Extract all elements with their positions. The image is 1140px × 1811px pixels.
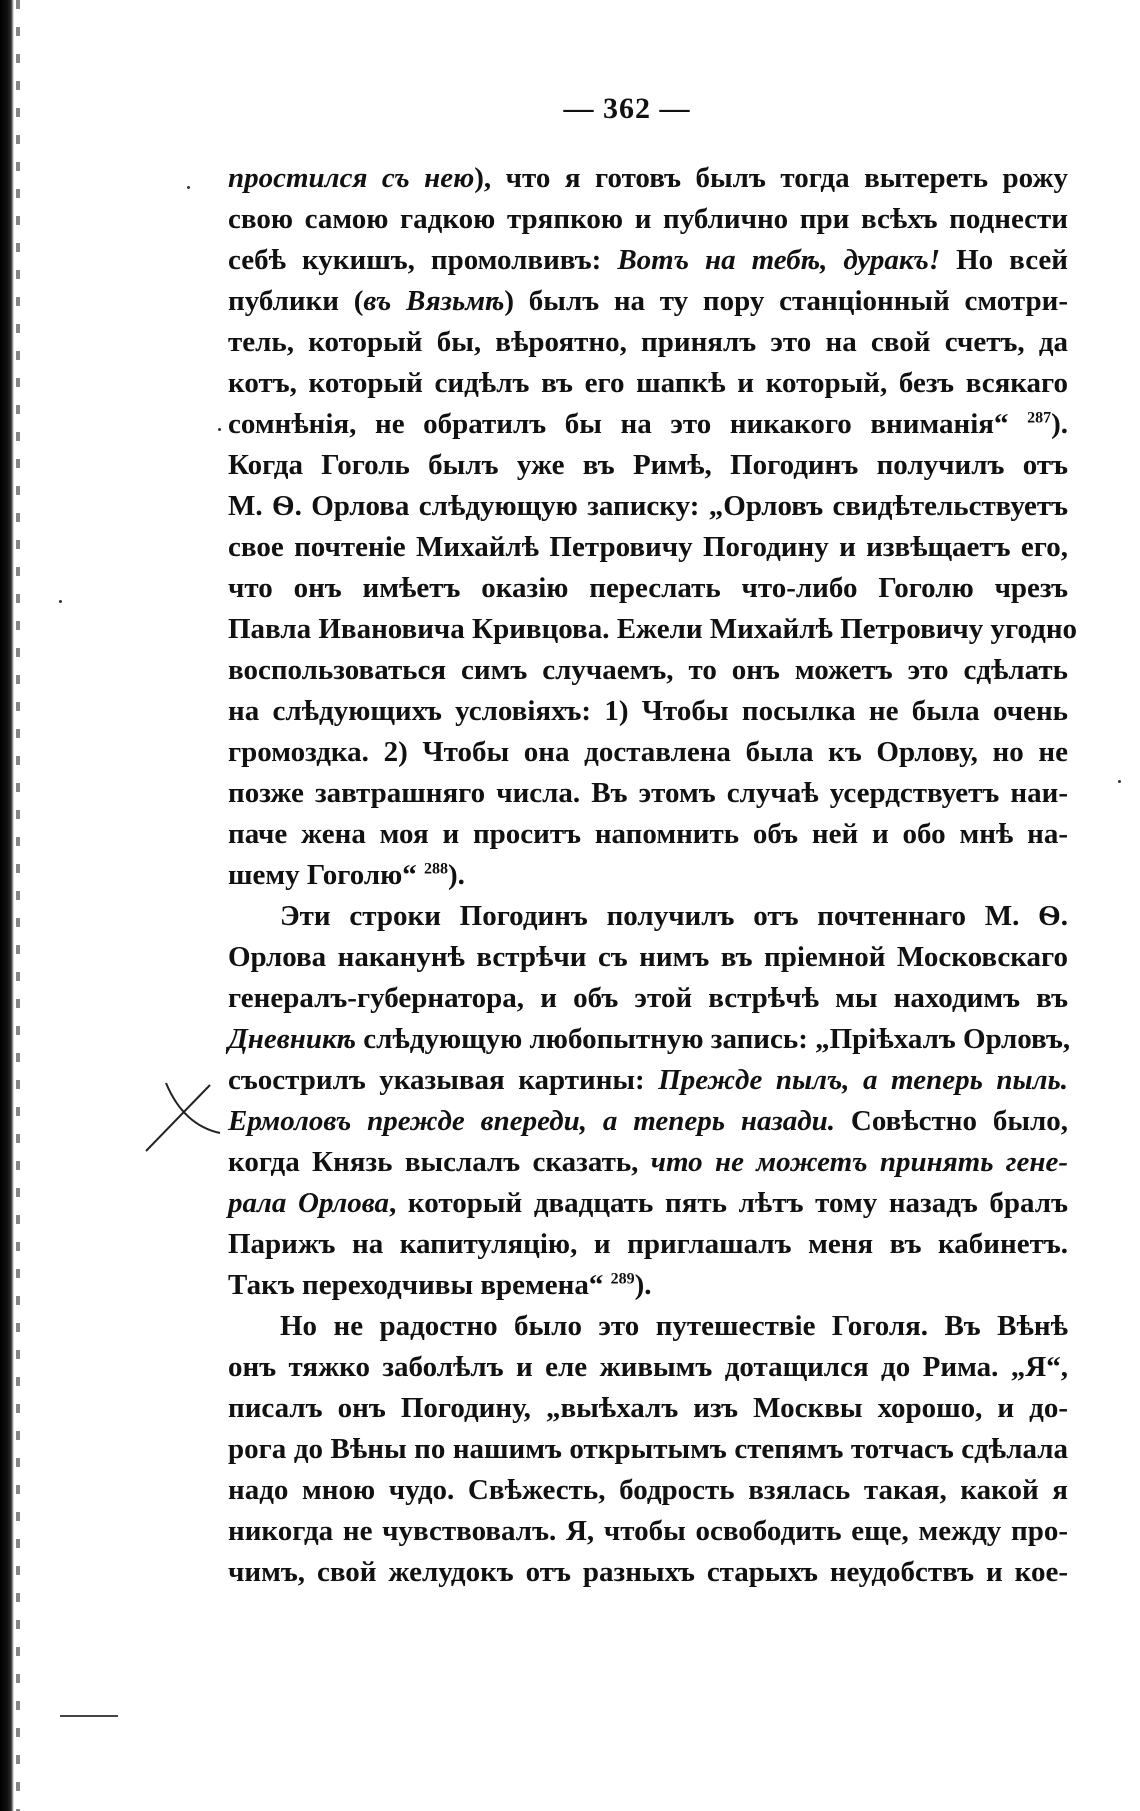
text-run: писалъ онъ Погодину, „выѣхалъ изъ Москвы хорошо, и до- xyxy=(228,1392,1068,1424)
text-run: ). xyxy=(448,859,465,891)
text-run: шему Гоголю“ xyxy=(228,859,425,891)
text-line xyxy=(228,855,1068,896)
text-run: позже завтрашняго числа. Въ этомъ случаѣ усердствуетъ наи- xyxy=(228,777,1068,809)
text-line xyxy=(228,937,1068,978)
text-line xyxy=(228,486,1068,527)
text-run: слѣдующую любопытную запись: „Пріѣхалъ Орловъ, xyxy=(356,1023,1071,1055)
text-run: Но не радостно было это путешествіе Гоголя. Въ Вѣнѣ xyxy=(280,1310,1068,1342)
text-line xyxy=(228,609,1078,650)
text-run: надо мною чудо. Свѣжесть, бодрость взялась такая, какой я xyxy=(228,1474,1068,1506)
text-line xyxy=(228,732,1068,773)
text-run: Павла Ивановича Кривцова. Ежели Михайлѣ Петровичу угодно xyxy=(228,613,1078,645)
italic-text: Вотъ на тебѣ, дуракъ! xyxy=(617,244,941,276)
margin-speck xyxy=(59,600,62,603)
text-line xyxy=(228,896,1068,937)
text-line xyxy=(228,1142,1068,1183)
text-run: ). xyxy=(634,1269,652,1301)
text-line xyxy=(228,527,1068,568)
text-run: генералъ-губернатора, и объ этой встрѣчѣ мы находимъ въ xyxy=(228,982,1068,1014)
text-line xyxy=(228,363,1068,404)
text-line xyxy=(228,814,1068,855)
text-run: сомнѣнія, не обратилъ бы на это никакого вниманія“ xyxy=(228,408,1028,440)
margin-speck xyxy=(218,428,221,431)
text-line xyxy=(228,1388,1068,1429)
page-number: — 362 — xyxy=(563,92,691,125)
text-run: свое почтеніе Михайлѣ Петровичу Погодину и извѣщаетъ его, xyxy=(228,531,1068,563)
text-run: Совѣстно было, xyxy=(835,1105,1069,1137)
text-line xyxy=(228,1347,1068,1388)
text-run: Когда Гоголь былъ уже въ Римѣ, Погодинъ получилъ отъ xyxy=(228,449,1068,481)
text-line xyxy=(228,1306,1068,1347)
text-run: свою самою гадкою тряпкою и публично при всѣхъ поднести xyxy=(228,203,1068,235)
text-run: громоздка. 2) Чтобы она доставлена была къ Орлову, но не xyxy=(228,736,1068,768)
text-run: ) былъ на ту пору станціонный смотри- xyxy=(504,285,1068,317)
text-run: Такъ переходчивы времена“ xyxy=(228,1269,611,1301)
text-run: Орлова наканунѣ встрѣчи съ нимъ въ пріемной Московскаго xyxy=(228,941,1068,973)
text-line xyxy=(228,1470,1068,1511)
text-line xyxy=(228,158,1068,199)
text-line xyxy=(228,978,1068,1019)
text-line xyxy=(228,1429,1068,1470)
text-run: Парижъ на капитуляцію, и приглашалъ меня въ кабинетъ. xyxy=(228,1228,1068,1260)
text-run: никогда не чувствовалъ. Я, чтобы освободить еще, между про- xyxy=(228,1515,1068,1547)
text-run: ), что я готовъ былъ тогда вытереть рожу xyxy=(474,162,1068,194)
italic-text: Прежде пылъ, а теперь пыль. xyxy=(658,1064,1068,1096)
italic-text: рала Орлова xyxy=(228,1187,390,1219)
margin-speck xyxy=(187,186,190,189)
text-run: что онъ имѣетъ оказію переслать что-либо Гоголю чрезъ xyxy=(228,572,1068,604)
text-line xyxy=(228,281,1068,322)
text-run: себѣ кукишъ, промолвивъ: xyxy=(228,244,618,276)
text-run: котъ, который сидѣлъ въ его шапкѣ и который, безъ всякаго xyxy=(228,367,1068,399)
footnote-ref: 289 xyxy=(610,1270,635,1288)
margin-speck xyxy=(1118,780,1121,783)
text-run: рога до Вѣны по нашимъ открытымъ степямъ тотчасъ сдѣлала xyxy=(228,1433,1068,1465)
text-line xyxy=(228,568,1068,609)
text-line xyxy=(228,1019,1071,1060)
text-run: паче жена моя и проситъ напомнить объ ней и обо мнѣ на- xyxy=(228,818,1068,850)
text-run: М. Ѳ. Орлова слѣдующую записку: „Орловъ свидѣтельствуетъ xyxy=(228,490,1068,522)
text-run: на слѣдующихъ условіяхъ: 1) Чтобы посылка не была очень xyxy=(228,695,1068,727)
text-run: , который двадцать пять лѣтъ тому назадъ бралъ xyxy=(389,1187,1068,1219)
italic-text: Дневникѣ xyxy=(228,1023,357,1055)
text-line xyxy=(228,1183,1068,1224)
text-run: онъ тяжко заболѣлъ и еле живымъ дотащился до Рима. „Я“, xyxy=(228,1351,1068,1383)
text-line xyxy=(228,322,1068,363)
text-run: тель, который бы, вѣроятно, принялъ это на свой счетъ, да xyxy=(228,326,1068,358)
text-line xyxy=(228,1511,1068,1552)
text-line xyxy=(228,404,1068,445)
text-run: когда Князь выслалъ сказать, xyxy=(228,1146,651,1178)
text-line xyxy=(228,773,1068,814)
text-line xyxy=(228,240,1068,281)
text-line xyxy=(228,445,1068,486)
italic-text: простился съ нею xyxy=(228,162,475,194)
text-run: съострилъ указывая картины: xyxy=(228,1064,659,1096)
text-run: Эти строки Погодинъ получилъ отъ почтеннаго М. Ѳ. xyxy=(280,900,1068,932)
text-line xyxy=(228,199,1068,240)
text-run: чимъ, свой желудокъ отъ разныхъ старыхъ неудобствъ и кое- xyxy=(228,1556,1068,1588)
text-line xyxy=(228,1265,1068,1306)
page-binding-edge xyxy=(0,0,14,1811)
handwritten-cross-mark xyxy=(138,1077,222,1155)
italic-text: въ Вязьмѣ xyxy=(363,285,505,317)
text-run: ). xyxy=(1051,408,1068,440)
text-line xyxy=(228,691,1068,732)
text-line xyxy=(228,1060,1068,1101)
body-text xyxy=(228,158,1078,1593)
footnote-ref: 288 xyxy=(424,860,449,878)
text-run: воспользоваться симъ случаемъ, то онъ можетъ это сдѣлать xyxy=(228,654,1068,686)
text-line xyxy=(228,1224,1068,1265)
text-line xyxy=(228,650,1068,691)
text-line xyxy=(228,1552,1068,1593)
footnote-ref: 287 xyxy=(1027,409,1052,427)
italic-text: что не можетъ принять гене- xyxy=(650,1146,1068,1178)
margin-rule xyxy=(60,1715,118,1717)
italic-text: Ермоловъ прежде впереди, а теперь назади. xyxy=(228,1105,836,1137)
text-line xyxy=(228,1101,1068,1142)
text-run: публики ( xyxy=(228,285,364,317)
text-run: Но всей xyxy=(940,244,1069,276)
